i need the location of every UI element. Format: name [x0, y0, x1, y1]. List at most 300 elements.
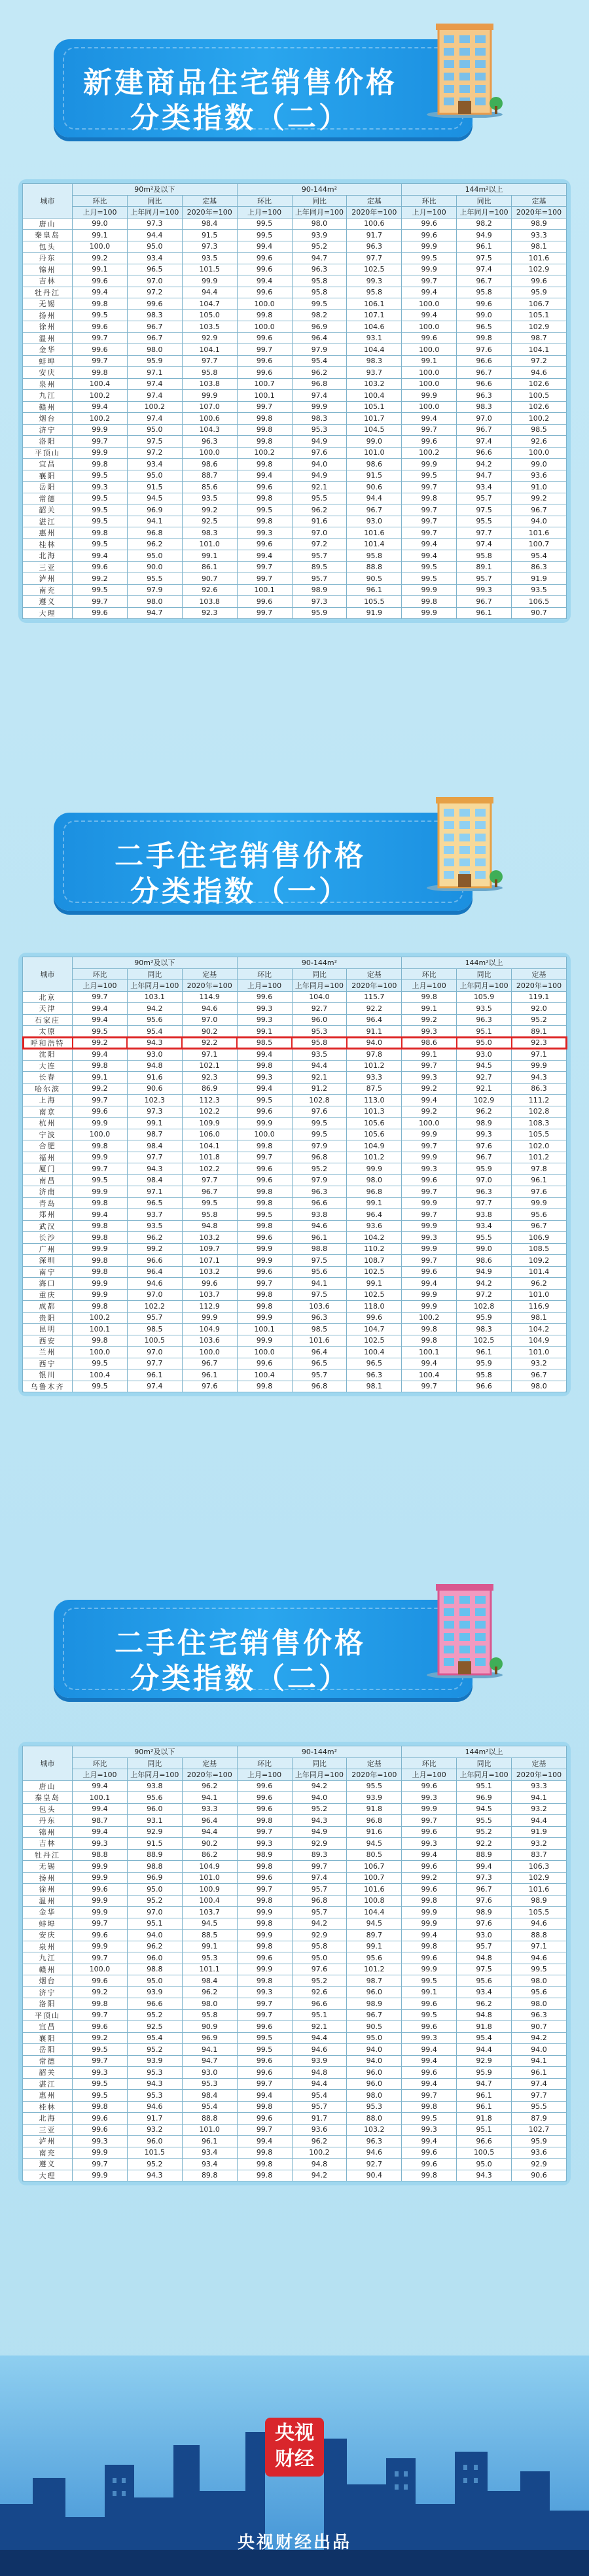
price-index-table	[22, 183, 567, 619]
index-cell: 85.6	[182, 482, 237, 493]
index-cell: 97.2	[457, 1289, 512, 1301]
index-cell: 92.2	[347, 1003, 402, 1015]
index-cell: 101.0	[512, 1347, 567, 1358]
city-cell: 合肥	[23, 1140, 73, 1152]
index-cell: 100.9	[182, 1884, 237, 1896]
index-cell: 99.5	[73, 470, 128, 482]
index-cell: 99.8	[73, 459, 128, 470]
table-row	[23, 1815, 567, 1827]
index-cell: 102.9	[512, 321, 567, 333]
index-cell: 99.8	[237, 1815, 292, 1827]
index-cell: 94.9	[457, 230, 512, 241]
index-cell: 95.6	[127, 1792, 182, 1804]
index-cell: 99.6	[182, 1278, 237, 1290]
index-cell: 100.0	[182, 447, 237, 459]
table-row	[23, 253, 567, 264]
index-cell: 99.4	[73, 401, 128, 413]
index-cell: 95.3	[127, 2067, 182, 2079]
index-cell: 104.2	[347, 1232, 402, 1244]
index-cell: 95.3	[347, 2101, 402, 2113]
index-cell: 100.7	[512, 538, 567, 550]
city-cell: 徐州	[23, 1884, 73, 1896]
index-cell: 99.7	[237, 344, 292, 356]
index-cell: 93.6	[512, 470, 567, 482]
index-cell: 99.8	[237, 309, 292, 321]
index-cell: 93.2	[512, 1358, 567, 1369]
index-cell: 98.9	[237, 1849, 292, 1861]
index-cell: 92.3	[512, 1037, 567, 1049]
header-mom: 环比	[402, 968, 457, 980]
header-mom: 环比	[402, 195, 457, 207]
index-cell: 99.9	[73, 1941, 128, 1952]
index-cell: 109.2	[512, 1255, 567, 1267]
table-row	[23, 355, 567, 367]
index-cell: 87.5	[347, 1083, 402, 1095]
index-cell: 100.0	[73, 1129, 128, 1140]
index-cell: 99.5	[237, 2032, 292, 2044]
city-cell: 西宁	[23, 1358, 73, 1369]
index-cell: 99.6	[73, 2021, 128, 2033]
index-cell: 99.8	[73, 1998, 128, 2010]
table-row	[23, 2021, 567, 2033]
index-cell: 95.5	[292, 493, 347, 504]
index-cell: 94.2	[127, 1003, 182, 1015]
index-cell: 99.6	[402, 230, 457, 241]
city-cell: 岳阳	[23, 2044, 73, 2056]
index-cell: 99.6	[237, 991, 292, 1003]
index-cell: 99.6	[237, 1780, 292, 1792]
index-cell: 98.7	[512, 332, 567, 344]
city-cell: 赣州	[23, 1964, 73, 1975]
index-cell: 99.2	[127, 1243, 182, 1255]
index-cell: 88.7	[182, 470, 237, 482]
index-cell: 95.7	[457, 573, 512, 585]
index-cell: 98.0	[292, 218, 347, 230]
index-cell: 99.9	[182, 275, 237, 287]
index-cell: 99.3	[237, 527, 292, 539]
index-cell: 99.4	[402, 413, 457, 425]
index-cell: 91.7	[347, 230, 402, 241]
index-cell: 90.4	[347, 2170, 402, 2181]
index-cell: 99.4	[402, 2055, 457, 2067]
index-cell: 104.7	[347, 1324, 402, 1335]
index-cell: 99.3	[402, 1026, 457, 1038]
header-mom: 环比	[73, 195, 128, 207]
index-cell: 99.6	[402, 2147, 457, 2159]
table-row	[23, 287, 567, 298]
index-cell: 90.2	[182, 1026, 237, 1038]
index-cell: 94.9	[292, 470, 347, 482]
index-cell: 95.1	[457, 1026, 512, 1038]
index-cell: 96.3	[457, 390, 512, 402]
index-cell: 102.2	[182, 1163, 237, 1175]
index-cell: 99.1	[182, 550, 237, 562]
index-cell: 104.4	[347, 344, 402, 356]
index-cell: 99.3	[347, 275, 402, 287]
index-cell: 98.0	[127, 596, 182, 608]
header-group-large: 144m²以上	[402, 957, 567, 969]
index-cell: 99.8	[457, 332, 512, 344]
index-cell: 99.1	[402, 1049, 457, 1061]
index-cell: 94.2	[512, 2032, 567, 2044]
index-cell: 92.5	[127, 2021, 182, 2033]
index-cell: 97.7	[182, 1174, 237, 1186]
header-yoy: 同比	[292, 968, 347, 980]
index-cell: 96.3	[347, 2136, 402, 2147]
index-cell: 100.4	[347, 390, 402, 402]
table-row	[23, 527, 567, 539]
index-cell: 99.2	[402, 1014, 457, 1026]
index-cell: 99.8	[237, 1918, 292, 1930]
index-cell: 99.7	[402, 516, 457, 527]
index-cell: 99.4	[402, 550, 457, 562]
index-cell: 97.4	[292, 390, 347, 402]
header-fixed-base: 定基	[347, 968, 402, 980]
index-cell: 100.0	[402, 298, 457, 310]
index-cell: 92.3	[182, 607, 237, 619]
index-cell: 98.1	[512, 1312, 567, 1324]
index-cell: 98.7	[73, 1815, 128, 1827]
index-cell: 99.6	[73, 344, 128, 356]
table-row	[23, 2032, 567, 2044]
index-cell: 97.2	[292, 538, 347, 550]
index-cell: 97.7	[512, 2090, 567, 2102]
index-cell: 103.2	[347, 378, 402, 390]
index-cell: 99.8	[237, 1060, 292, 1072]
index-cell: 103.1	[127, 991, 182, 1003]
index-cell: 94.3	[292, 1815, 347, 1827]
index-cell: 98.0	[512, 1998, 567, 2010]
index-table-card	[22, 1746, 567, 2181]
table-row	[23, 241, 567, 253]
city-cell: 丹东	[23, 253, 73, 264]
city-cell: 南充	[23, 584, 73, 596]
index-cell: 96.9	[292, 321, 347, 333]
index-cell: 90.5	[347, 573, 402, 585]
index-cell: 96.1	[457, 607, 512, 619]
section-title-line2: 分类指数（一）	[130, 875, 350, 908]
index-cell: 99.7	[237, 2124, 292, 2136]
index-cell: 95.5	[457, 516, 512, 527]
index-cell: 100.6	[347, 218, 402, 230]
index-cell: 93.4	[182, 2147, 237, 2159]
index-cell: 96.5	[127, 1197, 182, 1209]
index-cell: 99.6	[237, 332, 292, 344]
index-cell: 97.9	[127, 584, 182, 596]
city-cell: 包头	[23, 241, 73, 253]
index-cell: 99.4	[237, 550, 292, 562]
city-cell: 襄阳	[23, 470, 73, 482]
city-cell: 厦门	[23, 1163, 73, 1175]
index-cell: 99.2	[73, 2032, 128, 2044]
table-row	[23, 1849, 567, 1861]
index-cell: 99.6	[402, 2067, 457, 2079]
index-cell: 105.5	[512, 1129, 567, 1140]
index-cell: 97.9	[292, 344, 347, 356]
index-cell: 99.6	[402, 218, 457, 230]
index-cell: 92.7	[347, 2159, 402, 2170]
table-row	[23, 1918, 567, 1930]
index-cell: 100.2	[292, 2147, 347, 2159]
index-cell: 97.6	[457, 1895, 512, 1907]
city-cell: 乌鲁木齐	[23, 1381, 73, 1392]
index-cell: 96.7	[182, 1358, 237, 1369]
index-cell: 101.4	[347, 538, 402, 550]
index-cell: 89.1	[457, 561, 512, 573]
city-cell: 惠州	[23, 527, 73, 539]
index-cell: 107.0	[182, 401, 237, 413]
city-cell: 深圳	[23, 1255, 73, 1267]
index-cell: 95.4	[292, 2090, 347, 2102]
city-cell: 沈阳	[23, 1049, 73, 1061]
table-row	[23, 550, 567, 562]
index-cell: 92.7	[292, 1003, 347, 1015]
index-cell: 101.0	[182, 1872, 237, 1884]
city-cell: 桂林	[23, 538, 73, 550]
index-cell: 98.0	[347, 1174, 402, 1186]
index-cell: 106.0	[182, 1129, 237, 1140]
index-cell: 99.1	[347, 1941, 402, 1952]
index-cell: 99.6	[73, 1884, 128, 1896]
table-row	[23, 1381, 567, 1392]
index-cell: 93.3	[347, 1072, 402, 1084]
index-cell: 99.6	[237, 253, 292, 264]
city-cell: 蚌埠	[23, 355, 73, 367]
index-cell: 92.9	[182, 332, 237, 344]
index-cell: 100.0	[182, 1347, 237, 1358]
index-cell: 88.5	[182, 1930, 237, 1941]
index-cell: 98.4	[127, 1174, 182, 1186]
index-cell: 103.2	[182, 1266, 237, 1278]
index-cell: 94.2	[292, 1918, 347, 1930]
table-row	[23, 1278, 567, 1290]
index-cell: 108.3	[512, 1118, 567, 1129]
header-yoy-base: 上年同月=100	[127, 980, 182, 992]
index-cell: 99.7	[237, 1826, 292, 1838]
index-cell: 102.8	[512, 1106, 567, 1118]
index-cell: 93.4	[457, 1986, 512, 1998]
table-row	[23, 1895, 567, 1907]
index-cell: 100.2	[237, 447, 292, 459]
index-cell: 96.5	[127, 264, 182, 275]
city-cell: 宜昌	[23, 459, 73, 470]
index-cell: 97.5	[292, 1289, 347, 1301]
index-cell: 95.5	[457, 1815, 512, 1827]
index-cell: 106.7	[347, 1861, 402, 1873]
index-cell: 97.7	[182, 355, 237, 367]
index-cell: 94.8	[292, 2067, 347, 2079]
header-fixed-base: 定基	[182, 195, 237, 207]
table-row	[23, 1312, 567, 1324]
index-cell: 98.5	[292, 1324, 347, 1335]
index-cell: 99.4	[402, 287, 457, 298]
index-cell: 99.7	[73, 436, 128, 448]
index-cell: 101.2	[347, 1964, 402, 1975]
index-cell: 119.1	[512, 991, 567, 1003]
index-cell: 97.9	[292, 1140, 347, 1152]
index-cell: 95.9	[457, 1163, 512, 1175]
index-cell: 104.1	[512, 344, 567, 356]
table-row	[23, 1884, 567, 1896]
table-row	[23, 596, 567, 608]
index-cell: 93.0	[127, 1049, 182, 1061]
index-cell: 96.8	[347, 1815, 402, 1827]
index-cell: 92.5	[182, 516, 237, 527]
index-cell: 95.8	[182, 1209, 237, 1221]
index-cell: 97.0	[127, 1289, 182, 1301]
header-yoy: 同比	[457, 968, 512, 980]
index-cell: 93.0	[457, 1930, 512, 1941]
index-cell: 103.7	[182, 1289, 237, 1301]
header-mom-base: 上月=100	[402, 207, 457, 219]
city-cell: 洛阳	[23, 436, 73, 448]
city-cell: 大理	[23, 2170, 73, 2181]
index-cell: 99.6	[237, 1358, 292, 1369]
index-cell: 95.4	[292, 355, 347, 367]
city-cell: 平顶山	[23, 2009, 73, 2021]
index-cell: 102.6	[512, 378, 567, 390]
index-cell: 93.2	[512, 1838, 567, 1850]
index-cell: 99.9	[237, 1335, 292, 1347]
header-yoy-base: 上年同月=100	[127, 1769, 182, 1781]
index-cell: 99.0	[512, 459, 567, 470]
index-cell: 97.2	[127, 447, 182, 459]
index-cell: 99.8	[402, 991, 457, 1003]
section-title-banner	[54, 813, 473, 911]
index-cell: 96.2	[457, 1998, 512, 2010]
index-cell: 95.1	[457, 1780, 512, 1792]
index-cell: 97.6	[182, 1381, 237, 1392]
index-cell: 97.7	[457, 1197, 512, 1209]
index-cell: 99.8	[237, 2159, 292, 2170]
index-cell: 80.5	[347, 1849, 402, 1861]
index-cell: 94.6	[292, 1220, 347, 1232]
index-cell: 99.6	[73, 321, 128, 333]
index-cell: 94.9	[292, 1826, 347, 1838]
city-cell: 遵义	[23, 596, 73, 608]
table-row	[23, 436, 567, 448]
index-cell: 94.9	[292, 436, 347, 448]
index-cell: 94.0	[347, 2044, 402, 2056]
index-cell: 99.7	[73, 2159, 128, 2170]
index-cell: 92.1	[292, 482, 347, 493]
index-cell: 95.0	[127, 424, 182, 436]
table-row	[23, 1049, 567, 1061]
index-cell: 98.7	[127, 1129, 182, 1140]
index-cell: 100.2	[402, 447, 457, 459]
index-cell: 99.4	[237, 275, 292, 287]
index-cell: 98.3	[457, 1324, 512, 1335]
index-cell: 104.6	[347, 321, 402, 333]
index-cell: 99.9	[73, 1895, 128, 1907]
index-cell: 98.5	[127, 1324, 182, 1335]
city-cell: 金华	[23, 1907, 73, 1918]
index-cell: 96.7	[457, 1152, 512, 1163]
logo-top-text: 央视	[275, 2422, 314, 2444]
index-cell: 98.5	[512, 424, 567, 436]
index-cell: 92.3	[182, 1072, 237, 1084]
index-cell: 99.6	[237, 2055, 292, 2067]
index-cell: 98.0	[512, 1975, 567, 1987]
table-row	[23, 1826, 567, 1838]
table-row	[23, 1163, 567, 1175]
index-cell: 95.8	[292, 275, 347, 287]
index-cell: 99.7	[237, 573, 292, 585]
index-cell: 94.2	[457, 459, 512, 470]
index-cell: 107.1	[347, 309, 402, 321]
index-cell: 109.7	[182, 1243, 237, 1255]
table-row	[23, 2090, 567, 2102]
index-cell: 95.5	[457, 1232, 512, 1244]
index-cell: 95.9	[512, 287, 567, 298]
index-cell: 99.3	[402, 1072, 457, 1084]
header-row-types	[23, 968, 567, 980]
index-cell: 100.2	[512, 413, 567, 425]
index-cell: 88.9	[457, 1849, 512, 1861]
header-mom-base: 上月=100	[237, 980, 292, 992]
index-cell: 95.8	[292, 1941, 347, 1952]
table-row	[23, 344, 567, 356]
index-cell: 99.9	[402, 1964, 457, 1975]
index-cell: 100.0	[73, 241, 128, 253]
index-cell: 95.3	[127, 2090, 182, 2102]
index-cell: 94.0	[347, 2055, 402, 2067]
index-cell: 99.7	[73, 596, 128, 608]
index-cell: 99.9	[237, 1930, 292, 1941]
index-cell: 95.8	[347, 287, 402, 298]
index-cell: 101.4	[512, 1266, 567, 1278]
index-cell: 99.6	[237, 264, 292, 275]
index-cell: 96.1	[512, 2067, 567, 2079]
index-cell: 92.2	[182, 1037, 237, 1049]
city-cell: 锦州	[23, 1826, 73, 1838]
index-cell: 99.7	[237, 561, 292, 573]
index-cell: 99.5	[237, 230, 292, 241]
index-cell: 95.9	[457, 1358, 512, 1369]
section-title-line2: 分类指数（二）	[130, 101, 350, 135]
index-cell: 99.8	[73, 367, 128, 379]
index-cell: 96.8	[292, 378, 347, 390]
index-cell: 96.1	[457, 241, 512, 253]
table-row	[23, 2147, 567, 2159]
index-cell: 96.6	[457, 355, 512, 367]
index-cell: 96.1	[292, 1232, 347, 1244]
index-cell: 105.1	[347, 401, 402, 413]
city-cell: 洛阳	[23, 1998, 73, 2010]
index-cell: 99.9	[402, 607, 457, 619]
index-cell: 99.4	[402, 309, 457, 321]
index-cell: 93.5	[512, 584, 567, 596]
index-cell: 101.6	[347, 527, 402, 539]
header-fixed-base: 定基	[512, 968, 567, 980]
city-cell: 襄阳	[23, 2032, 73, 2044]
table-row	[23, 1026, 567, 1038]
header-row-groups	[23, 957, 567, 969]
index-cell: 94.3	[457, 2170, 512, 2181]
table-row	[23, 584, 567, 596]
index-cell: 99.2	[73, 1037, 128, 1049]
index-cell: 86.3	[512, 561, 567, 573]
index-cell: 95.6	[347, 1952, 402, 1964]
index-cell: 99.5	[73, 2078, 128, 2090]
index-cell: 87.9	[512, 2113, 567, 2125]
index-cell: 95.4	[512, 550, 567, 562]
index-cell: 101.6	[512, 253, 567, 264]
index-cell: 95.7	[127, 1312, 182, 1324]
header-group-small: 90m²及以下	[73, 184, 238, 196]
index-cell: 99.9	[402, 1129, 457, 1140]
index-cell: 97.6	[457, 344, 512, 356]
